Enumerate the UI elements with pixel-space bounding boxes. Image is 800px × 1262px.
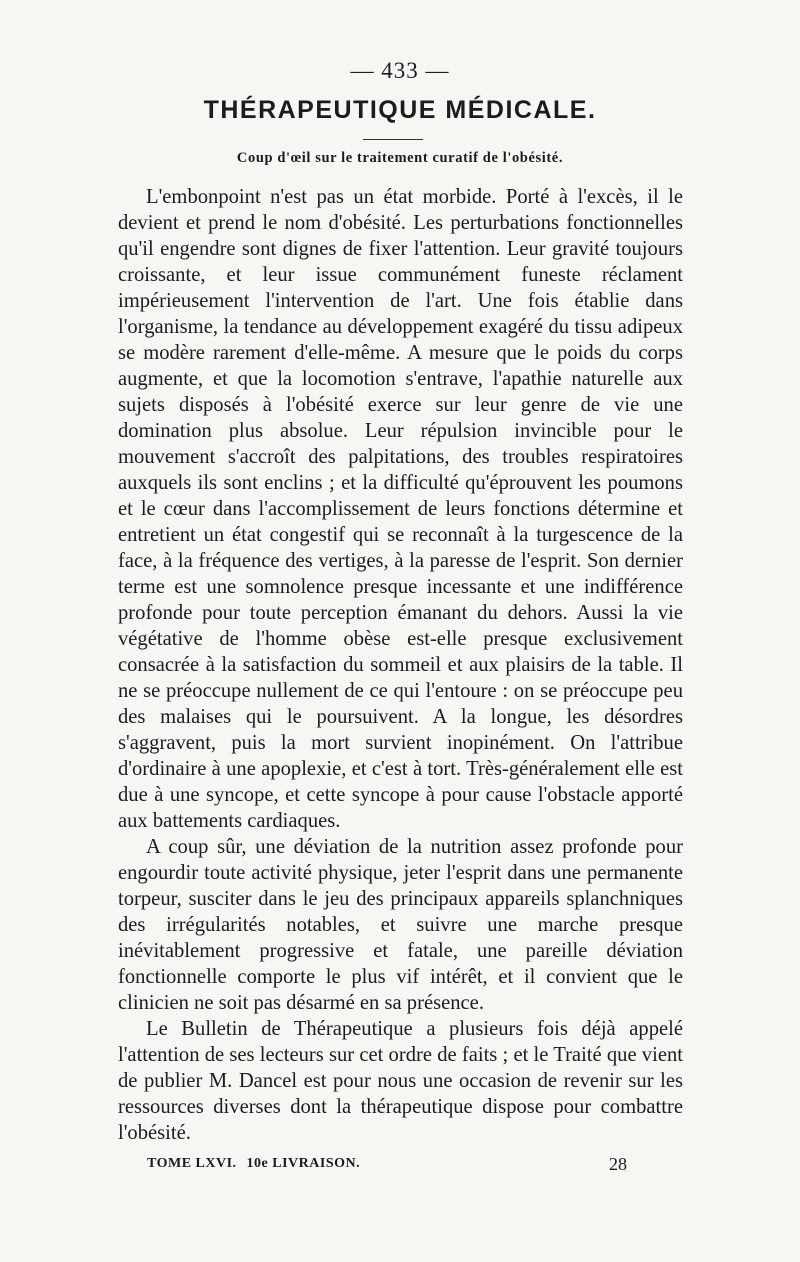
footer-signature: 28 bbox=[609, 1154, 627, 1174]
footer-livraison: 10e LIVRAISON. bbox=[246, 1156, 361, 1171]
title-divider bbox=[363, 139, 423, 140]
article-body bbox=[118, 184, 683, 1146]
section-title: THÉRAPEUTIQUE MÉDICALE. bbox=[203, 96, 597, 124]
article-subtitle: Coup d'œil sur le traitement curatif de l'obésité. bbox=[236, 150, 564, 166]
paragraph-1: L'embonpoint n'est pas un état morbide. Porté à l'excès, il le devient et prend le nom d'obésité. Les perturbations fonctionnelles qu'il engendre sont dignes de fixer l'attention. Leur gravité toujours croissante, et leur issue communément funeste réclament impérieusement l'intervention de l'art. Une fois établie dans l'organisme, la tendance au développement exagéré du tissu adipeux se modère rarement d'elle-même. A mesure que le poids du corps augmente, et que la locomotion s'entrave, l'apathie naturelle aux sujets disposés à l'obésité exerce sur leur genre de vie une domination plus absolue. Leur répulsion invincible pour le mouvement s'accroît des palpitations, des troubles respiratoires auxquels ils sont enclins ; et la difficulté qu'éprouvent les poumons et le cœur dans l'accomplissement de leurs fonctions détermine et entretient un état congestif qui se reconnaît à la turgescence de la face, à la fréquence des vertiges, à la paresse de l'esprit. Son dernier terme est une somnolence presque incessante et une indifférence profonde pour toute perception émanant du dehors. Aussi la vie végétative de l'homme obèse est-elle presque exclusivement consacrée à la satisfaction du sommeil et aux plaisirs de la table. Il ne se préoccupe nullement de ce qui l'entoure : on se préoccupe peu des malaises qui le poursuivent. A la longue, les désordres s'aggravent, puis la mort survient inopinément. On l'attribue d'ordinaire à une apoplexie, et c'est à tort. Très-généralement elle est due à une syncope, et cette syncope à pour cause l'obstacle apporté aux battements cardiaques. bbox=[118, 186, 683, 832]
paragraph-2: A coup sûr, une déviation de la nutrition assez profonde pour engourdir toute activité physique, jeter l'esprit dans une permanente torpeur, susciter dans le jeu des principaux appareils splanchniques des irrégularités notables, et suivre une marche presque inévitablement progressive et fatale, une pareille déviation fonctionnelle comporte le plus vif intérêt, et il convient que le clinicien ne soit pas désarmé en sa présence. bbox=[118, 836, 683, 1014]
paragraph-3: Le Bulletin de Thérapeutique a plusieurs fois déjà appelé l'attention de ses lecteurs sur cet ordre de faits ; et le Traité que vient de publier M. Dancel est pour nous une occasion de revenir sur les ressources diverses dont la thérapeutique dispose pour combattre l'obésité. bbox=[118, 1018, 683, 1144]
footer-tome: TOME LXVI. bbox=[147, 1156, 237, 1171]
page-footer bbox=[147, 1156, 627, 1172]
page-number: — 433 — bbox=[350, 58, 450, 83]
